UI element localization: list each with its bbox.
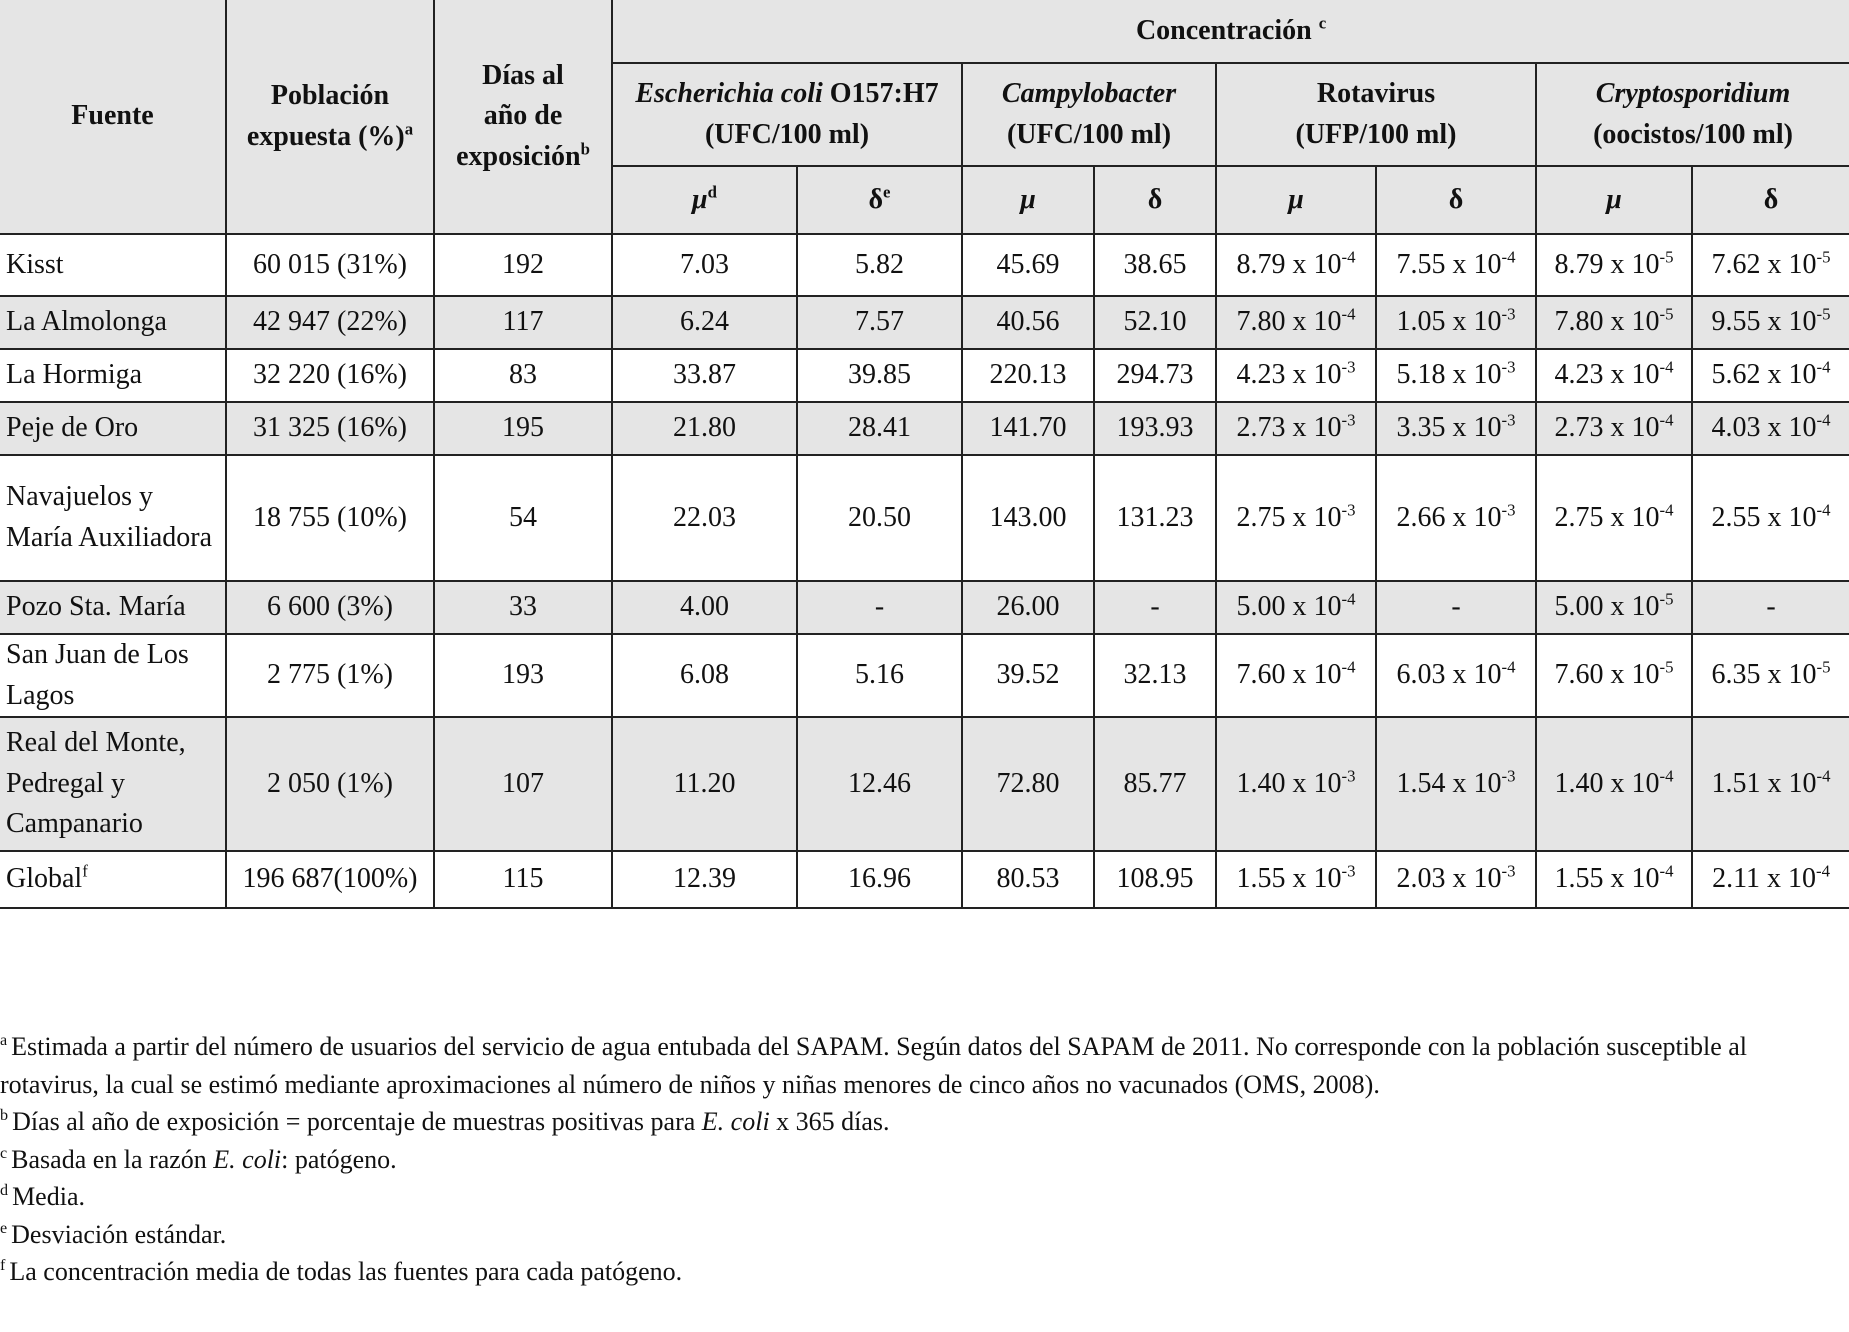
table-row — [0, 349, 1849, 402]
footnote-e: $^e$ Desviación estándar. — [0, 1219, 227, 1249]
cell-poblacion: 196 687(100%) — [226, 851, 434, 908]
cell-campy-delta: 85.77 — [1094, 717, 1216, 851]
cell-rota-delta: 1.54 x $10^{-3}$ — [1376, 717, 1536, 851]
cell-ecoli-delta: 39.85 — [797, 349, 962, 402]
cell-ecoli-mu: 22.03 — [612, 455, 797, 581]
col-header-concentracion: Concentración $^c$ — [612, 0, 1849, 63]
cell-ecoli-delta: 16.96 — [797, 851, 962, 908]
col-header-rotavirus: Rotavirus (UFP/100 ml) — [1216, 63, 1536, 166]
cell-fuente: Pozo Sta. María — [0, 581, 226, 634]
cell-rota-mu: 1.40 x $10^{-3}$ — [1216, 717, 1376, 851]
cell-crypto-mu: 2.75 x $10^{-4}$ — [1536, 455, 1692, 581]
cell-dias: 54 — [434, 455, 612, 581]
cell-ecoli-delta: 12.46 — [797, 717, 962, 851]
col-header-dias: Días al año de exposición$^b$ — [434, 0, 612, 234]
cell-crypto-mu: 8.79 x $10^{-5}$ — [1536, 234, 1692, 296]
cell-crypto-mu: 2.73 x $10^{-4}$ — [1536, 402, 1692, 455]
cell-rota-mu: 7.80 x $10^{-4}$ — [1216, 296, 1376, 349]
cell-crypto-mu: 1.55 x $10^{-4}$ — [1536, 851, 1692, 908]
col-header-campylobacter: Campylobacter (UFC/100 ml) — [962, 63, 1216, 166]
cell-ecoli-mu: 6.08 — [612, 634, 797, 717]
cell-poblacion: 2 050 (1%) — [226, 717, 434, 851]
footnote-f: $^f$ La concentración media de todas las fuentes para cada patógeno. — [0, 1257, 683, 1286]
cell-rota-delta: 1.05 x $10^{-3}$ — [1376, 296, 1536, 349]
footnote-c: $^c$ Basada en la razón E. coli: patógeno. — [0, 1144, 397, 1174]
cell-campy-delta: 193.93 — [1094, 402, 1216, 455]
cell-dias: 117 — [434, 296, 612, 349]
cell-crypto-mu: 7.60 x $10^{-5}$ — [1536, 634, 1692, 717]
cell-rota-mu: 5.00 x $10^{-4}$ — [1216, 581, 1376, 634]
table-row — [0, 851, 1849, 908]
cell-dias: 33 — [434, 581, 612, 634]
table-row — [0, 234, 1849, 296]
footnotes — [0, 1028, 1849, 1291]
cell-campy-delta: - — [1094, 581, 1216, 634]
cell-rota-delta: 5.18 x $10^{-3}$ — [1376, 349, 1536, 402]
col-header-rota-mu: μ — [1216, 166, 1376, 234]
cell-rota-delta: 2.03 x $10^{-3}$ — [1376, 851, 1536, 908]
cell-crypto-delta: 6.35 x $10^{-5}$ — [1692, 634, 1849, 717]
cell-poblacion: 18 755 (10%) — [226, 455, 434, 581]
cell-crypto-delta: 2.11 x $10^{-4}$ — [1692, 851, 1849, 908]
cell-crypto-delta: 5.62 x $10^{-4}$ — [1692, 349, 1849, 402]
cell-crypto-delta: 4.03 x $10^{-4}$ — [1692, 402, 1849, 455]
cell-ecoli-mu: 6.24 — [612, 296, 797, 349]
footnote-b: $^b$ Días al año de exposición = porcentaje de muestras positivas para E. coli x 365 días. — [0, 1107, 890, 1136]
cell-campy-delta: 32.13 — [1094, 634, 1216, 717]
cell-campy-mu: 45.69 — [962, 234, 1094, 296]
cell-rota-mu: 2.73 x $10^{-3}$ — [1216, 402, 1376, 455]
cell-campy-mu: 80.53 — [962, 851, 1094, 908]
cell-ecoli-delta: - — [797, 581, 962, 634]
cell-campy-delta: 108.95 — [1094, 851, 1216, 908]
cell-poblacion: 2 775 (1%) — [226, 634, 434, 717]
cell-ecoli-mu: 21.80 — [612, 402, 797, 455]
col-header-crypto-mu: μ — [1536, 166, 1692, 234]
footnote-a: $^a$ Estimada a partir del número de usuarios del servicio de agua entubada del SAPAM. Según datos del SAPAM de 2011. No corresponde con la población susceptible al rotavirus, la cual se estimó mediante aproximaciones al número de niños y niñas menores de cinco años no vacunados (OMS, 2008). — [0, 1032, 1748, 1099]
footnote-d: $^d$ Media. — [0, 1182, 85, 1211]
cell-dias: 115 — [434, 851, 612, 908]
col-header-poblacion: Población expuesta (%)$^a$ — [226, 0, 434, 234]
cell-dias: 195 — [434, 402, 612, 455]
cell-rota-delta: 3.35 x $10^{-3}$ — [1376, 402, 1536, 455]
cell-campy-delta: 131.23 — [1094, 455, 1216, 581]
cell-ecoli-delta: 20.50 — [797, 455, 962, 581]
cell-fuente: Real del Monte, Pedregal y Campanario — [0, 717, 226, 851]
cell-rota-mu: 4.23 x $10^{-3}$ — [1216, 349, 1376, 402]
table-row — [0, 455, 1849, 581]
cell-fuente: San Juan de Los Lagos — [0, 634, 226, 717]
cell-ecoli-mu: 11.20 — [612, 717, 797, 851]
cell-fuente: Navajuelos y María Auxiliadora — [0, 455, 226, 581]
cell-poblacion: 6 600 (3%) — [226, 581, 434, 634]
cell-rota-delta: 7.55 x $10^{-4}$ — [1376, 234, 1536, 296]
cell-poblacion: 60 015 (31%) — [226, 234, 434, 296]
cell-campy-mu: 72.80 — [962, 717, 1094, 851]
cell-ecoli-delta: 28.41 — [797, 402, 962, 455]
col-header-ecoli-delta: $\delta^e$ — [797, 166, 962, 234]
cell-campy-mu: 220.13 — [962, 349, 1094, 402]
cell-crypto-mu: 1.40 x $10^{-4}$ — [1536, 717, 1692, 851]
cell-crypto-delta: 7.62 x $10^{-5}$ — [1692, 234, 1849, 296]
cell-campy-mu: 39.52 — [962, 634, 1094, 717]
col-header-rota-delta: δ — [1376, 166, 1536, 234]
cell-fuente: Global$^f$ — [0, 851, 226, 908]
cell-dias: 107 — [434, 717, 612, 851]
cell-rota-delta: - — [1376, 581, 1536, 634]
table-row — [0, 402, 1849, 455]
col-header-ecoli: Escherichia coli O157:H7 (UFC/100 ml) — [612, 63, 962, 166]
cell-campy-delta: 294.73 — [1094, 349, 1216, 402]
cell-campy-delta: 38.65 — [1094, 234, 1216, 296]
table-row — [0, 581, 1849, 634]
cell-crypto-mu: 4.23 x $10^{-4}$ — [1536, 349, 1692, 402]
table-row — [0, 296, 1849, 349]
cell-ecoli-delta: 5.16 — [797, 634, 962, 717]
cell-crypto-mu: 7.80 x $10^{-5}$ — [1536, 296, 1692, 349]
cell-ecoli-mu: 33.87 — [612, 349, 797, 402]
cell-campy-mu: 141.70 — [962, 402, 1094, 455]
cell-fuente: Kisst — [0, 234, 226, 296]
cell-rota-mu: 7.60 x $10^{-4}$ — [1216, 634, 1376, 717]
cell-rota-mu: 1.55 x $10^{-3}$ — [1216, 851, 1376, 908]
col-header-campy-mu: μ — [962, 166, 1094, 234]
cell-campy-mu: 26.00 — [962, 581, 1094, 634]
cell-dias: 192 — [434, 234, 612, 296]
cell-dias: 83 — [434, 349, 612, 402]
table-row — [0, 634, 1849, 717]
col-header-fuente: Fuente — [0, 0, 226, 234]
col-header-ecoli-mu: $\mu^d$ — [612, 166, 797, 234]
col-header-cryptosporidium: Cryptosporidium (oocistos/100 ml) — [1536, 63, 1849, 166]
col-header-campy-delta: δ — [1094, 166, 1216, 234]
cell-dias: 193 — [434, 634, 612, 717]
cell-rota-mu: 2.75 x $10^{-3}$ — [1216, 455, 1376, 581]
cell-campy-delta: 52.10 — [1094, 296, 1216, 349]
cell-crypto-delta: 2.55 x $10^{-4}$ — [1692, 455, 1849, 581]
table-row — [0, 717, 1849, 851]
cell-rota-mu: 8.79 x $10^{-4}$ — [1216, 234, 1376, 296]
cell-campy-mu: 143.00 — [962, 455, 1094, 581]
cell-ecoli-mu: 12.39 — [612, 851, 797, 908]
cell-crypto-delta: - — [1692, 581, 1849, 634]
cell-ecoli-mu: 4.00 — [612, 581, 797, 634]
cell-fuente: Peje de Oro — [0, 402, 226, 455]
cell-poblacion: 42 947 (22%) — [226, 296, 434, 349]
cell-ecoli-mu: 7.03 — [612, 234, 797, 296]
cell-fuente: La Almolonga — [0, 296, 226, 349]
cell-crypto-mu: 5.00 x $10^{-5}$ — [1536, 581, 1692, 634]
col-header-crypto-delta: δ — [1692, 166, 1849, 234]
cell-campy-mu: 40.56 — [962, 296, 1094, 349]
cell-rota-delta: 6.03 x $10^{-4}$ — [1376, 634, 1536, 717]
cell-poblacion: 31 325 (16%) — [226, 402, 434, 455]
cell-rota-delta: 2.66 x $10^{-3}$ — [1376, 455, 1536, 581]
cell-poblacion: 32 220 (16%) — [226, 349, 434, 402]
cell-ecoli-delta: 7.57 — [797, 296, 962, 349]
cell-fuente: La Hormiga — [0, 349, 226, 402]
cell-crypto-delta: 9.55 x $10^{-5}$ — [1692, 296, 1849, 349]
cell-crypto-delta: 1.51 x $10^{-4}$ — [1692, 717, 1849, 851]
cell-ecoli-delta: 5.82 — [797, 234, 962, 296]
